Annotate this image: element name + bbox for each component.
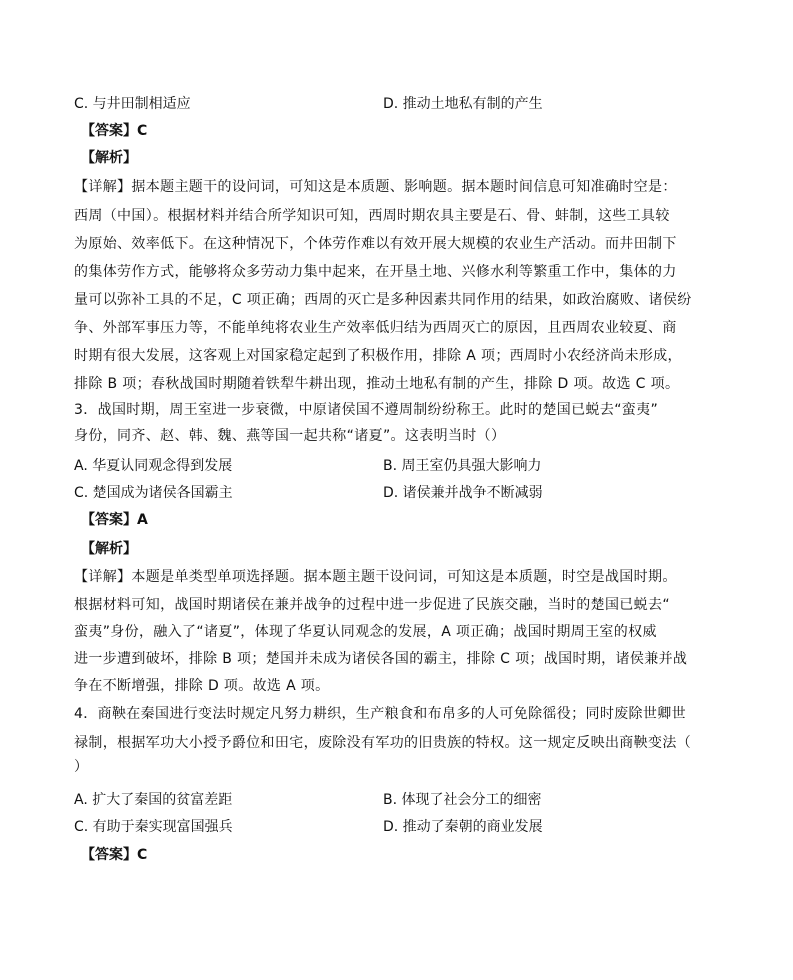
explanation-line: 蛮夷”身份，融入了“诸夏”，体现了华夏认同观念的发展，A 项正确；战国时期周王室的权威 [74, 624, 657, 640]
question-stem: ） [74, 759, 88, 775]
option-d: D. 推动土地私有制的产生 [383, 96, 543, 112]
option-b: B. 周王室仍具强大影响力 [383, 458, 542, 474]
question-stem: 4．商鞅在秦国进行变法时规定凡努力耕织，生产粮食和布帛多的人可免除徭役；同时废除世卿世 [74, 706, 686, 722]
explanation-line: 的集体劳作方式，能够将众多劳动力集中起来，在开垦土地、兴修水利等繁重工作中，集体的力 [74, 264, 677, 280]
option-c: C. 有助于秦实现富国强兵 [74, 819, 233, 835]
explanation-line: 争在不断增强，排除 D 项。故选 A 项。 [74, 678, 330, 694]
explanation-line: 【详解】本题是单类型单项选择题。据本题主题干设问词，可知这是本质题，时空是战国时期。 [74, 569, 677, 585]
question-stem: 身份，同齐、赵、韩、魏、燕等国一起共称“诸夏”。这表明当时（） [74, 428, 506, 444]
answer-label: 【答案】A [81, 512, 148, 528]
explanation-line: 排除 B 项；春秋战国时期随着铁犁牛耕出现，推动土地私有制的产生，排除 D 项。故选 C 项。 [74, 376, 680, 392]
option-d: D. 诸侯兼并战争不断减弱 [383, 485, 543, 501]
option-b: B. 体现了社会分工的细密 [383, 792, 542, 808]
option-c: C. 楚国成为诸侯各国霸主 [74, 485, 233, 501]
answer-label: 【答案】C [81, 123, 148, 139]
explanation-line: 争、外部军事压力等，不能单纯将农业生产效率低归结为西周灭亡的原因，且西周农业较夏、商 [74, 320, 677, 336]
explanation-line: 根据材料可知，战国时期诸侯在兼并战争的过程中进一步促进了民族交融，当时的楚国已蜕去“ [74, 597, 670, 613]
analysis-label: 【解析】 [81, 150, 137, 166]
explanation-line: 为原始、效率低下。在这种情况下，个体劳作难以有效开展大规模的农业生产活动。而井田制下 [74, 236, 677, 252]
answer-label: 【答案】C [81, 847, 148, 863]
explanation-line: 西周（中国）。根据材料并结合所学知识可知，西周时期农具主要是石、骨、蚌制，这些工具较 [74, 208, 670, 224]
question-stem: 禄制，根据军功大小授予爵位和田宅，废除没有军功的旧贵族的特权。这一规定反映出商鞅变法（ [74, 735, 692, 751]
option-a: A. 扩大了秦国的贫富差距 [74, 792, 233, 808]
analysis-label: 【解析】 [81, 541, 137, 557]
option-a: A. 华夏认同观念得到发展 [74, 458, 233, 474]
option-c: C. 与井田制相适应 [74, 96, 191, 112]
explanation-line: 时期有很大发展，这客观上对国家稳定起到了积极作用，排除 A 项；西周时小农经济尚未形成， [74, 348, 682, 364]
explanation-line: 【详解】据本题主题干的设问词，可知这是本质题、影响题。据本题时间信息可知准确时空是： [74, 179, 677, 195]
explanation-line: 进一步遭到破坏，排除 B 项；楚国并未成为诸侯各国的霸主，排除 C 项；战国时期，诸侯兼并战 [74, 651, 688, 667]
option-d: D. 推动了秦朝的商业发展 [383, 819, 543, 835]
explanation-line: 量可以弥补工具的不足，C 项正确；西周的灭亡是多种因素共同作用的结果，如政治腐败、诸侯纷 [74, 292, 692, 308]
question-stem: 3．战国时期，周王室进一步衰微，中原诸侯国不遵周制纷纷称王。此时的楚国已蜕去“蛮夷” [74, 402, 659, 418]
